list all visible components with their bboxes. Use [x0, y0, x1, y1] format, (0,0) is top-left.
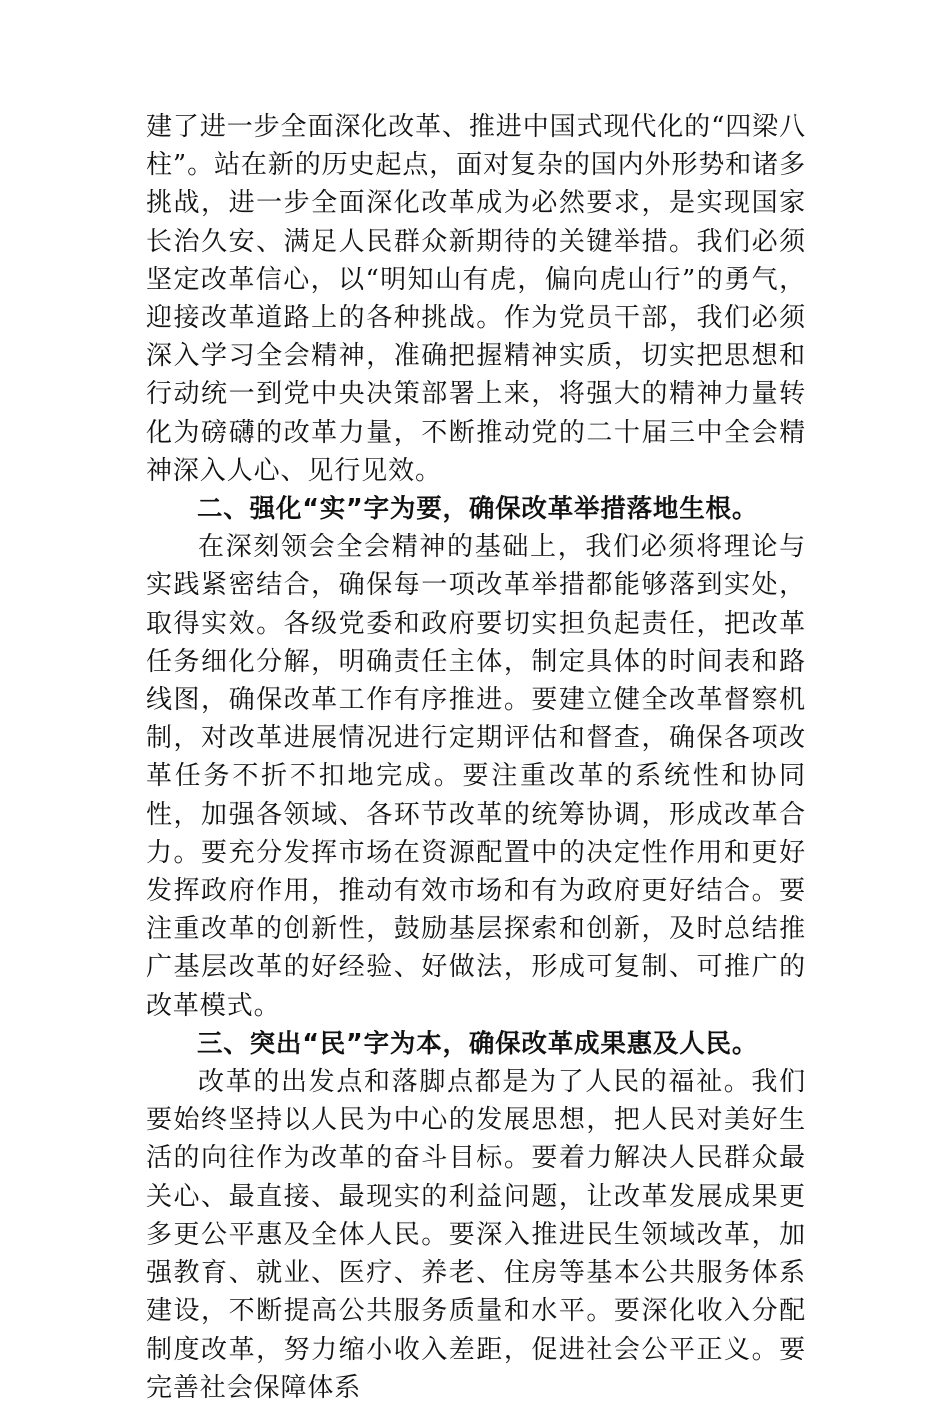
body-paragraph-1: 建了进一步全面深化改革、推进中国式现代化的“四梁八柱”。站在新的历史起点，面对复杂的国内外形势和诸多挑战，进一步全面深化改革成为必然要求，是实现国家长治久安、满足人民群众新期待的关键举措。我们必须坚定改革信心，以“明知山有虎，偏向虎山行”的勇气，迎接改革道路上的各种挑战。作为党员干部，我们必须深入学习全会精神，准确把握精神实质，切实把思想和行动统一到党中央决策部署上来，将强大的精神力量转化为磅礴的改革力量，不断推动党的二十届三中全会精神深入人心、见行见效。 — [146, 112, 806, 486]
section-heading-3: 三、突出“民”字为本，确保改革成果惠及人民。 — [197, 1028, 759, 1059]
body-paragraph-2: 在深刻领会全会精神的基础上，我们必须将理论与实践紧密结合，确保每一项改革举措都能够落到实处，取得实效。各级党委和政府要切实担负起责任，把改革任务细化分解，明确责任主体，制定具体的时间表和路线图，确保改革工作有序推进。要建立健全改革督察机制，对改革进展情况进行定期评估和督查，确保各项改革任务不折不扣地完成。要注重改革的系统性和协同性，加强各领域、各环节改革的统筹协调，形成改革合力。要充分发挥市场在资源配置中的决定性作用和更好发挥政府作用，推动有效市场和有为政府更好结合。要注重改革的创新性，鼓励基层探索和创新，及时总结推广基层改革的好经验、好做法，形成可复制、可推广的改革模式。 — [146, 532, 806, 1021]
document-page — [146, 108, 806, 1407]
section-heading-2: 二、强化“实”字为要，确保改革举措落地生根。 — [197, 494, 759, 525]
body-paragraph-3: 改革的出发点和落脚点都是为了人民的福祉。我们要始终坚持以人民为中心的发展思想，把人民对美好生活的向往作为改革的奋斗目标。要着力解决人民群众最关心、最直接、最现实的利益问题，让改革发展成果更多更公平惠及全体人民。要深入推进民生领域改革，加强教育、就业、医疗、养老、住房等基本公共服务体系建设，不断提高公共服务质量和水平。要深化收入分配制度改革，努力缩小收入差距，促进社会公平正义。要完善社会保障体系 — [146, 1067, 806, 1403]
